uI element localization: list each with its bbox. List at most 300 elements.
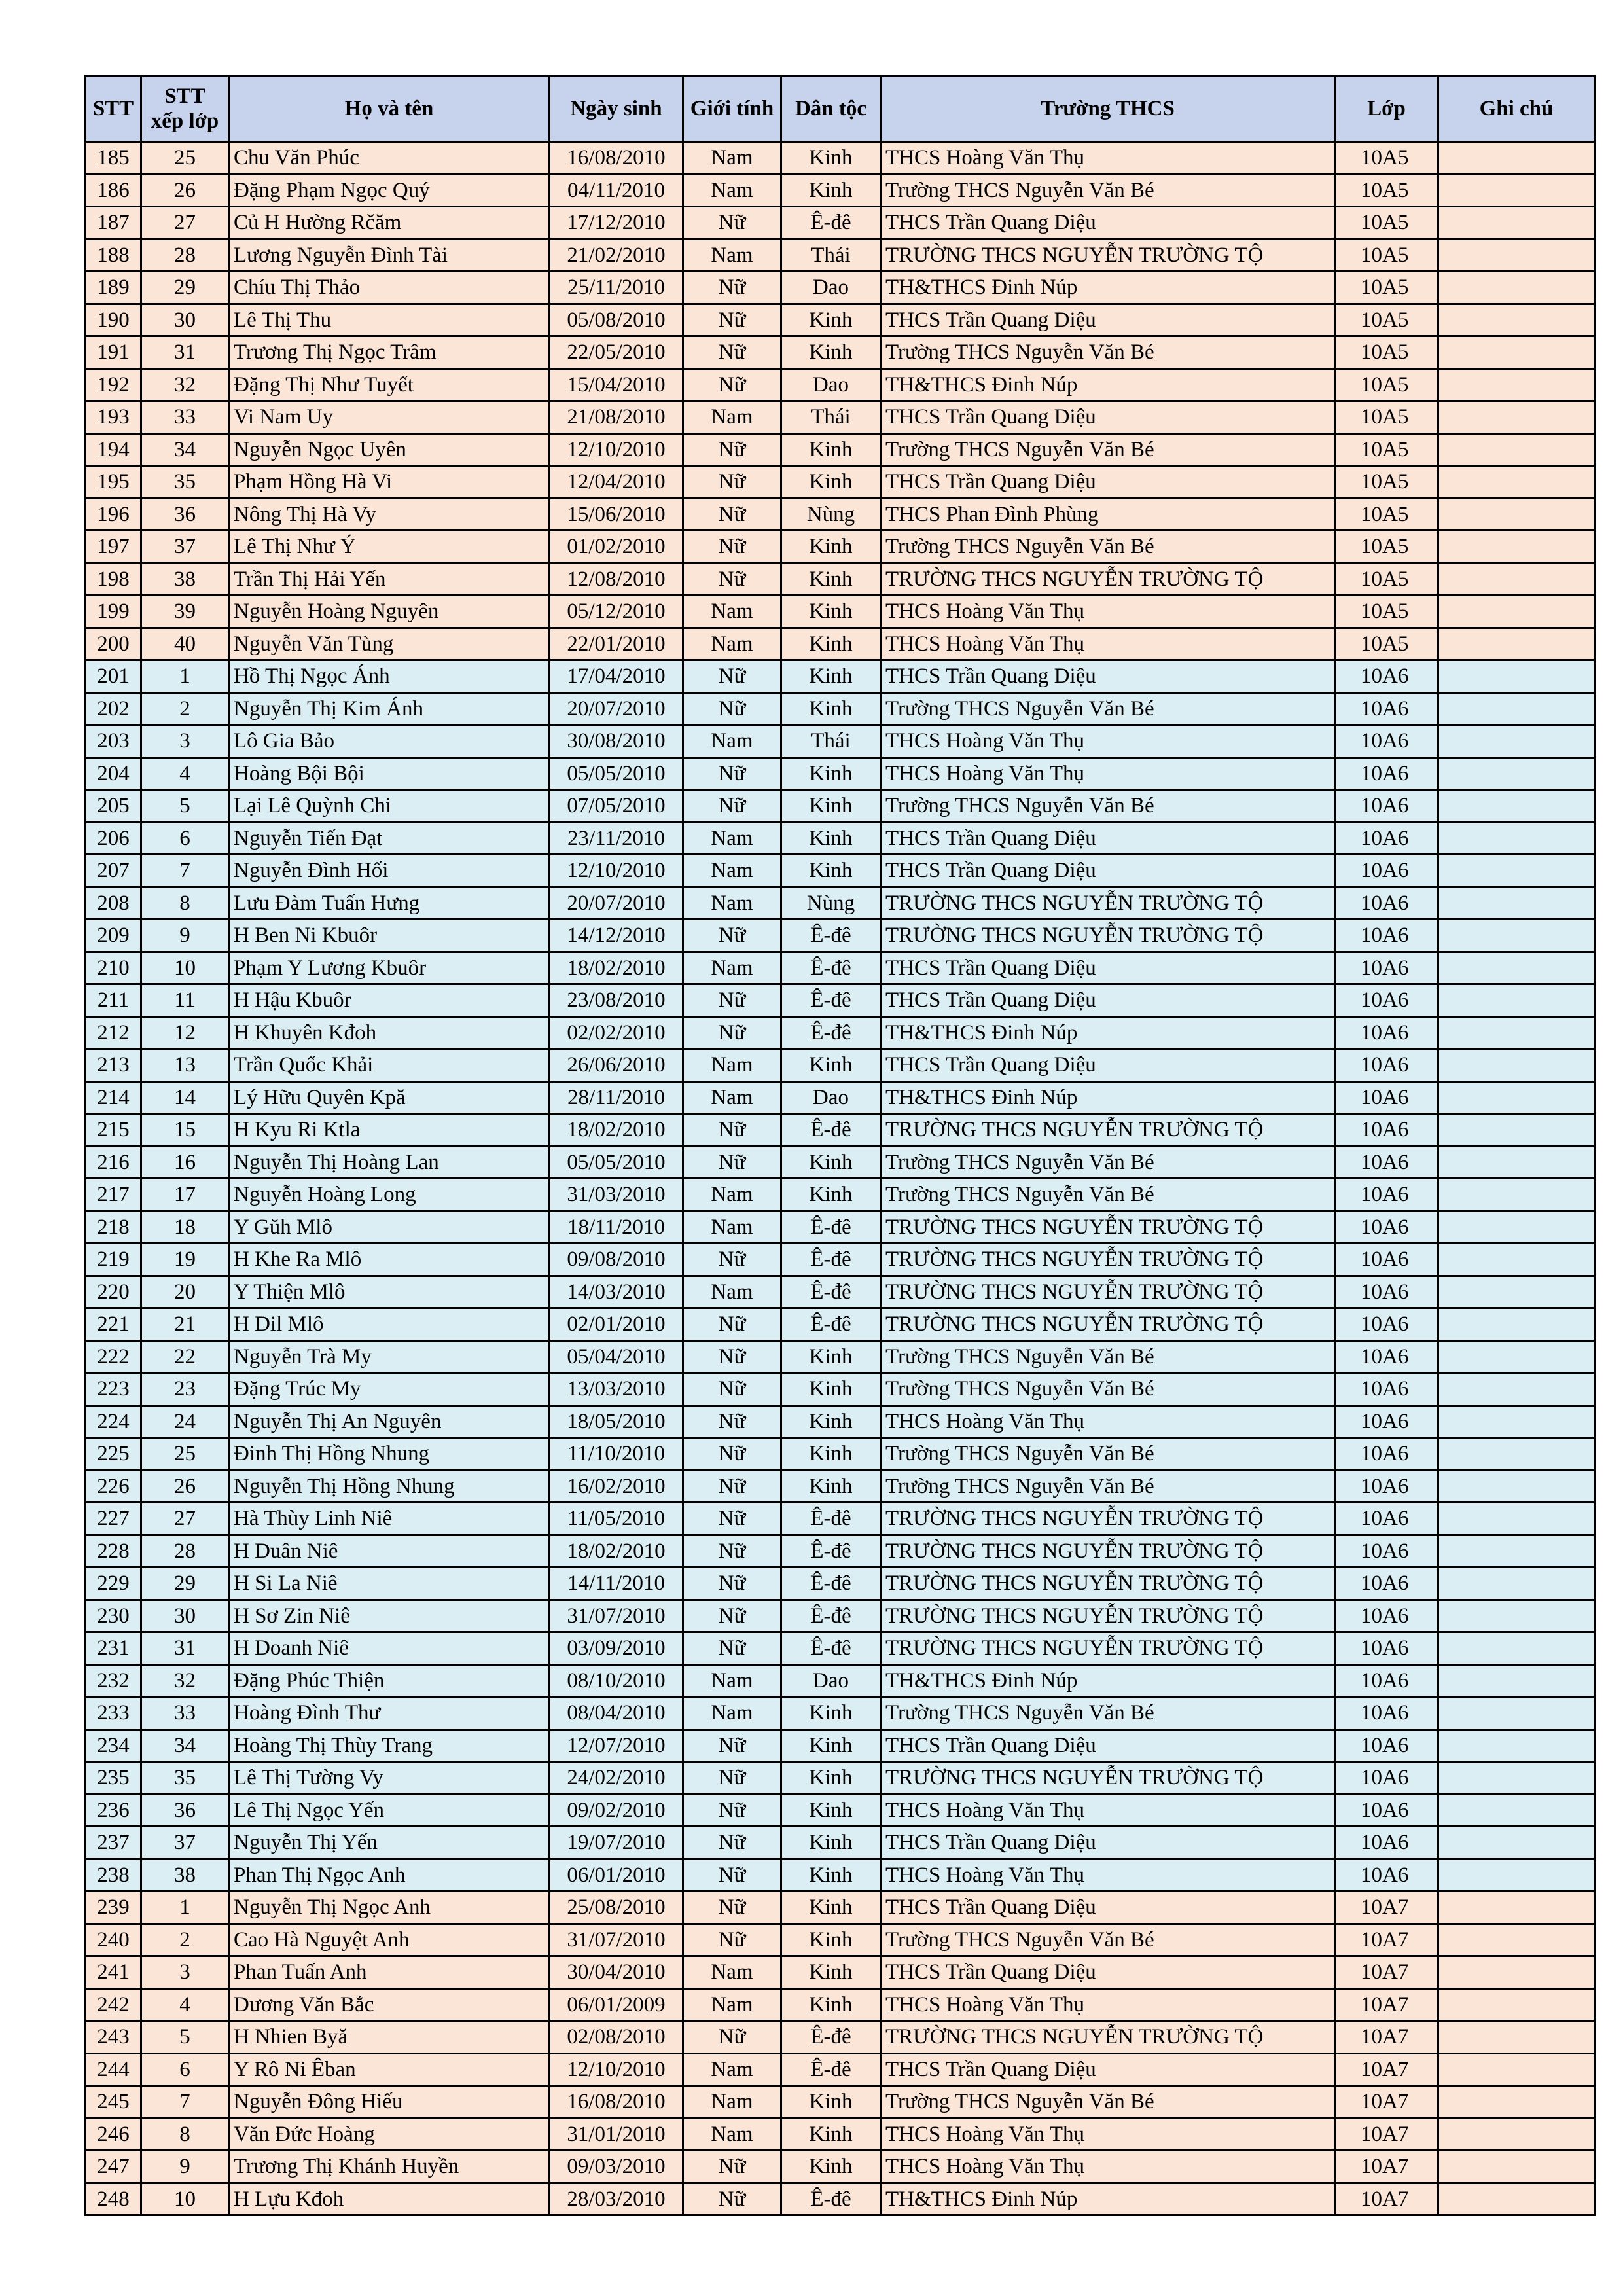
cell-ngay-sinh: 18/11/2010 bbox=[550, 1211, 683, 1244]
cell-stt: 219 bbox=[86, 1244, 141, 1276]
cell-ho-va-ten: H Hậu Kbuôr bbox=[229, 984, 550, 1017]
cell-ho-va-ten: Nguyễn Thị Hoàng Lan bbox=[229, 1146, 550, 1179]
cell-ngay-sinh: 06/01/2009 bbox=[550, 1988, 683, 2021]
cell-dan-toc: Kinh bbox=[781, 2118, 881, 2151]
cell-ngay-sinh: 18/02/2010 bbox=[550, 1114, 683, 1147]
cell-stt-xep-lop: 33 bbox=[141, 401, 229, 434]
cell-lop: 10A6 bbox=[1335, 1503, 1438, 1535]
cell-stt-xep-lop: 19 bbox=[141, 1244, 229, 1276]
table-row bbox=[86, 725, 1595, 758]
cell-stt: 196 bbox=[86, 498, 141, 531]
cell-ghi-chu bbox=[1438, 1729, 1595, 1762]
cell-stt-xep-lop: 30 bbox=[141, 304, 229, 336]
cell-ho-va-ten: Trần Quốc Khải bbox=[229, 1049, 550, 1082]
cell-ho-va-ten: Trần Thị Hải Yến bbox=[229, 563, 550, 596]
table-row bbox=[86, 1956, 1595, 1989]
cell-gioi-tinh: Nữ bbox=[683, 1924, 781, 1956]
cell-dan-toc: Kinh bbox=[781, 1697, 881, 1730]
cell-truong-thcs: THCS Hoàng Văn Thụ bbox=[881, 628, 1335, 660]
table-row bbox=[86, 628, 1595, 660]
cell-ho-va-ten: Trương Thị Khánh Huyền bbox=[229, 2151, 550, 2183]
cell-ghi-chu bbox=[1438, 239, 1595, 272]
cell-lop: 10A6 bbox=[1335, 1373, 1438, 1406]
cell-dan-toc: Ê-đê bbox=[781, 1568, 881, 1600]
cell-stt: 237 bbox=[86, 1827, 141, 1859]
cell-truong-thcs: THCS Trần Quang Diệu bbox=[881, 207, 1335, 240]
cell-ngay-sinh: 31/07/2010 bbox=[550, 1600, 683, 1632]
cell-ngay-sinh: 14/03/2010 bbox=[550, 1276, 683, 1308]
cell-ghi-chu bbox=[1438, 1794, 1595, 1827]
cell-dan-toc: Kinh bbox=[781, 822, 881, 855]
header-stt: STT bbox=[86, 76, 141, 142]
cell-truong-thcs: THCS Hoàng Văn Thụ bbox=[881, 1405, 1335, 1438]
cell-stt-xep-lop: 28 bbox=[141, 239, 229, 272]
cell-ngay-sinh: 09/08/2010 bbox=[550, 1244, 683, 1276]
cell-gioi-tinh: Nữ bbox=[683, 1859, 781, 1892]
cell-lop: 10A6 bbox=[1335, 1568, 1438, 1600]
cell-stt-xep-lop: 6 bbox=[141, 822, 229, 855]
cell-stt: 199 bbox=[86, 596, 141, 628]
cell-lop: 10A6 bbox=[1335, 1016, 1438, 1049]
cell-ho-va-ten: Cao Hà Nguyệt Anh bbox=[229, 1924, 550, 1956]
cell-stt-xep-lop: 5 bbox=[141, 790, 229, 823]
cell-ghi-chu bbox=[1438, 563, 1595, 596]
cell-ngay-sinh: 09/02/2010 bbox=[550, 1794, 683, 1827]
cell-truong-thcs: THCS Hoàng Văn Thụ bbox=[881, 1794, 1335, 1827]
cell-ho-va-ten: Hoàng Đình Thư bbox=[229, 1697, 550, 1730]
cell-stt: 248 bbox=[86, 2183, 141, 2215]
table-row bbox=[86, 1016, 1595, 1049]
cell-lop: 10A6 bbox=[1335, 1081, 1438, 1114]
cell-stt: 223 bbox=[86, 1373, 141, 1406]
cell-gioi-tinh: Nam bbox=[683, 887, 781, 920]
cell-lop: 10A6 bbox=[1335, 1600, 1438, 1632]
cell-ho-va-ten: Đặng Trúc My bbox=[229, 1373, 550, 1406]
cell-stt-xep-lop: 38 bbox=[141, 563, 229, 596]
cell-lop: 10A6 bbox=[1335, 1762, 1438, 1795]
cell-stt-xep-lop: 34 bbox=[141, 433, 229, 466]
cell-stt-xep-lop: 2 bbox=[141, 692, 229, 725]
cell-stt: 185 bbox=[86, 142, 141, 175]
cell-dan-toc: Kinh bbox=[781, 304, 881, 336]
cell-truong-thcs: Trường THCS Nguyễn Văn Bé bbox=[881, 692, 1335, 725]
cell-lop: 10A6 bbox=[1335, 757, 1438, 790]
cell-lop: 10A6 bbox=[1335, 1211, 1438, 1244]
cell-truong-thcs: TRƯỜNG THCS NGUYỄN TRƯỜNG TỘ bbox=[881, 1114, 1335, 1147]
header-lop: Lớp bbox=[1335, 76, 1438, 142]
cell-dan-toc: Ê-đê bbox=[781, 1114, 881, 1147]
cell-ho-va-ten: Đặng Phạm Ngọc Quý bbox=[229, 174, 550, 207]
cell-ghi-chu bbox=[1438, 2183, 1595, 2215]
cell-ngay-sinh: 23/11/2010 bbox=[550, 822, 683, 855]
cell-ngay-sinh: 07/05/2010 bbox=[550, 790, 683, 823]
cell-ngay-sinh: 31/07/2010 bbox=[550, 1924, 683, 1956]
table-row bbox=[86, 1503, 1595, 1535]
cell-gioi-tinh: Nữ bbox=[683, 1568, 781, 1600]
cell-gioi-tinh: Nữ bbox=[683, 2021, 781, 2054]
cell-ngay-sinh: 26/06/2010 bbox=[550, 1049, 683, 1082]
cell-gioi-tinh: Nữ bbox=[683, 531, 781, 564]
cell-stt: 204 bbox=[86, 757, 141, 790]
cell-truong-thcs: TRƯỜNG THCS NGUYỄN TRƯỜNG TỘ bbox=[881, 563, 1335, 596]
cell-dan-toc: Kinh bbox=[781, 1827, 881, 1859]
cell-dan-toc: Ê-đê bbox=[781, 1600, 881, 1632]
table-row bbox=[86, 1146, 1595, 1179]
cell-stt-xep-lop: 40 bbox=[141, 628, 229, 660]
cell-truong-thcs: Trường THCS Nguyễn Văn Bé bbox=[881, 1373, 1335, 1406]
cell-truong-thcs: TRƯỜNG THCS NGUYỄN TRƯỜNG TỘ bbox=[881, 920, 1335, 952]
cell-ngay-sinh: 14/11/2010 bbox=[550, 1568, 683, 1600]
cell-lop: 10A7 bbox=[1335, 2151, 1438, 2183]
cell-dan-toc: Kinh bbox=[781, 433, 881, 466]
cell-truong-thcs: THCS Hoàng Văn Thụ bbox=[881, 2151, 1335, 2183]
cell-ngay-sinh: 20/07/2010 bbox=[550, 692, 683, 725]
cell-dan-toc: Kinh bbox=[781, 692, 881, 725]
cell-ngay-sinh: 21/02/2010 bbox=[550, 239, 683, 272]
cell-dan-toc: Nùng bbox=[781, 887, 881, 920]
cell-dan-toc: Dao bbox=[781, 1081, 881, 1114]
cell-stt-xep-lop: 34 bbox=[141, 1729, 229, 1762]
cell-ghi-chu bbox=[1438, 142, 1595, 175]
cell-truong-thcs: TRƯỜNG THCS NGUYỄN TRƯỜNG TỘ bbox=[881, 1535, 1335, 1568]
table-row bbox=[86, 2021, 1595, 2054]
table-row bbox=[86, 1244, 1595, 1276]
cell-dan-toc: Ê-đê bbox=[781, 2021, 881, 2054]
cell-lop: 10A5 bbox=[1335, 336, 1438, 369]
cell-dan-toc: Thái bbox=[781, 401, 881, 434]
cell-dan-toc: Kinh bbox=[781, 1859, 881, 1892]
cell-gioi-tinh: Nữ bbox=[683, 272, 781, 304]
cell-ho-va-ten: Nguyễn Thị An Nguyên bbox=[229, 1405, 550, 1438]
cell-stt: 246 bbox=[86, 2118, 141, 2151]
cell-stt: 198 bbox=[86, 563, 141, 596]
cell-gioi-tinh: Nữ bbox=[683, 336, 781, 369]
cell-dan-toc: Kinh bbox=[781, 1405, 881, 1438]
table-row bbox=[86, 1276, 1595, 1308]
cell-gioi-tinh: Nữ bbox=[683, 1535, 781, 1568]
cell-truong-thcs: THCS Hoàng Văn Thụ bbox=[881, 1859, 1335, 1892]
header-ngay-sinh: Ngày sinh bbox=[550, 76, 683, 142]
cell-lop: 10A5 bbox=[1335, 304, 1438, 336]
cell-gioi-tinh: Nữ bbox=[683, 1114, 781, 1147]
cell-stt-xep-lop: 29 bbox=[141, 1568, 229, 1600]
cell-lop: 10A5 bbox=[1335, 272, 1438, 304]
cell-dan-toc: Dao bbox=[781, 368, 881, 401]
cell-ho-va-ten: Lê Thị Như Ý bbox=[229, 531, 550, 564]
cell-stt-xep-lop: 8 bbox=[141, 887, 229, 920]
table-row bbox=[86, 1179, 1595, 1211]
cell-gioi-tinh: Nam bbox=[683, 725, 781, 758]
cell-stt: 197 bbox=[86, 531, 141, 564]
cell-ngay-sinh: 30/04/2010 bbox=[550, 1956, 683, 1989]
cell-lop: 10A6 bbox=[1335, 1632, 1438, 1665]
cell-truong-thcs: THCS Trần Quang Diệu bbox=[881, 1729, 1335, 1762]
cell-ngay-sinh: 22/05/2010 bbox=[550, 336, 683, 369]
cell-dan-toc: Kinh bbox=[781, 628, 881, 660]
cell-ghi-chu bbox=[1438, 1924, 1595, 1956]
table-row bbox=[86, 1632, 1595, 1665]
cell-dan-toc: Kinh bbox=[781, 1794, 881, 1827]
cell-stt: 187 bbox=[86, 207, 141, 240]
cell-dan-toc: Kinh bbox=[781, 142, 881, 175]
cell-stt: 231 bbox=[86, 1632, 141, 1665]
cell-ho-va-ten: H Dil Mlô bbox=[229, 1308, 550, 1341]
table-row bbox=[86, 757, 1595, 790]
cell-dan-toc: Kinh bbox=[781, 1729, 881, 1762]
cell-lop: 10A7 bbox=[1335, 2021, 1438, 2054]
cell-truong-thcs: Trường THCS Nguyễn Văn Bé bbox=[881, 1340, 1335, 1373]
cell-ho-va-ten: Nguyễn Đông Hiếu bbox=[229, 2086, 550, 2119]
cell-lop: 10A5 bbox=[1335, 207, 1438, 240]
cell-ghi-chu bbox=[1438, 1146, 1595, 1179]
cell-gioi-tinh: Nam bbox=[683, 1211, 781, 1244]
cell-ngay-sinh: 22/01/2010 bbox=[550, 628, 683, 660]
cell-ngay-sinh: 15/06/2010 bbox=[550, 498, 683, 531]
table-row bbox=[86, 401, 1595, 434]
cell-lop: 10A7 bbox=[1335, 2086, 1438, 2119]
cell-stt-xep-lop: 35 bbox=[141, 1762, 229, 1795]
cell-dan-toc: Kinh bbox=[781, 2151, 881, 2183]
table-row bbox=[86, 531, 1595, 564]
cell-gioi-tinh: Nam bbox=[683, 1664, 781, 1697]
cell-dan-toc: Nùng bbox=[781, 498, 881, 531]
cell-dan-toc: Kinh bbox=[781, 563, 881, 596]
cell-ngay-sinh: 12/10/2010 bbox=[550, 855, 683, 888]
cell-truong-thcs: TRƯỜNG THCS NGUYỄN TRƯỜNG TỘ bbox=[881, 1211, 1335, 1244]
cell-ho-va-ten: Đặng Phúc Thiện bbox=[229, 1664, 550, 1697]
table-row bbox=[86, 368, 1595, 401]
cell-truong-thcs: Trường THCS Nguyễn Văn Bé bbox=[881, 336, 1335, 369]
cell-lop: 10A6 bbox=[1335, 1340, 1438, 1373]
cell-ho-va-ten: H Duân Niê bbox=[229, 1535, 550, 1568]
cell-gioi-tinh: Nữ bbox=[683, 1762, 781, 1795]
cell-stt: 206 bbox=[86, 822, 141, 855]
cell-stt: 241 bbox=[86, 1956, 141, 1989]
cell-stt: 210 bbox=[86, 952, 141, 984]
cell-gioi-tinh: Nữ bbox=[683, 1308, 781, 1341]
cell-ngay-sinh: 05/12/2010 bbox=[550, 596, 683, 628]
cell-ho-va-ten: Nguyễn Thị Ngọc Anh bbox=[229, 1892, 550, 1924]
cell-ho-va-ten: Y Gŭh Mlô bbox=[229, 1211, 550, 1244]
cell-stt-xep-lop: 29 bbox=[141, 272, 229, 304]
table-row bbox=[86, 822, 1595, 855]
table-row bbox=[86, 1729, 1595, 1762]
cell-gioi-tinh: Nam bbox=[683, 628, 781, 660]
cell-lop: 10A6 bbox=[1335, 1827, 1438, 1859]
cell-stt-xep-lop: 32 bbox=[141, 1664, 229, 1697]
cell-lop: 10A7 bbox=[1335, 2053, 1438, 2086]
cell-ghi-chu bbox=[1438, 2118, 1595, 2151]
header-row bbox=[86, 76, 1595, 142]
cell-lop: 10A6 bbox=[1335, 1244, 1438, 1276]
table-header bbox=[86, 76, 1595, 142]
cell-stt-xep-lop: 27 bbox=[141, 1503, 229, 1535]
table-body bbox=[86, 142, 1595, 2215]
cell-gioi-tinh: Nam bbox=[683, 822, 781, 855]
cell-gioi-tinh: Nữ bbox=[683, 1373, 781, 1406]
table-row bbox=[86, 1697, 1595, 1730]
cell-ghi-chu bbox=[1438, 790, 1595, 823]
cell-ghi-chu bbox=[1438, 2151, 1595, 2183]
cell-stt-xep-lop: 6 bbox=[141, 2053, 229, 2086]
cell-dan-toc: Ê-đê bbox=[781, 1308, 881, 1341]
student-list-table bbox=[84, 75, 1596, 2216]
table-row bbox=[86, 790, 1595, 823]
table-row bbox=[86, 563, 1595, 596]
cell-stt: 242 bbox=[86, 1988, 141, 2021]
table-row bbox=[86, 336, 1595, 369]
cell-gioi-tinh: Nữ bbox=[683, 790, 781, 823]
cell-lop: 10A6 bbox=[1335, 920, 1438, 952]
cell-gioi-tinh: Nữ bbox=[683, 1470, 781, 1503]
cell-stt-xep-lop: 23 bbox=[141, 1373, 229, 1406]
cell-ghi-chu bbox=[1438, 498, 1595, 531]
cell-gioi-tinh: Nam bbox=[683, 1956, 781, 1989]
cell-ho-va-ten: Hồ Thị Ngọc Ánh bbox=[229, 660, 550, 693]
cell-ho-va-ten: Nguyễn Ngọc Uyên bbox=[229, 433, 550, 466]
cell-stt: 234 bbox=[86, 1729, 141, 1762]
cell-stt-xep-lop: 37 bbox=[141, 531, 229, 564]
cell-gioi-tinh: Nữ bbox=[683, 1827, 781, 1859]
cell-gioi-tinh: Nam bbox=[683, 1179, 781, 1211]
cell-gioi-tinh: Nam bbox=[683, 596, 781, 628]
cell-lop: 10A7 bbox=[1335, 1924, 1438, 1956]
cell-lop: 10A6 bbox=[1335, 1114, 1438, 1147]
cell-stt-xep-lop: 10 bbox=[141, 952, 229, 984]
cell-dan-toc: Thái bbox=[781, 725, 881, 758]
cell-stt-xep-lop: 15 bbox=[141, 1114, 229, 1147]
cell-lop: 10A7 bbox=[1335, 1988, 1438, 2021]
cell-truong-thcs: TRƯỜNG THCS NGUYỄN TRƯỜNG TỘ bbox=[881, 887, 1335, 920]
cell-truong-thcs: THCS Hoàng Văn Thụ bbox=[881, 757, 1335, 790]
cell-stt: 188 bbox=[86, 239, 141, 272]
cell-stt-xep-lop: 11 bbox=[141, 984, 229, 1017]
cell-gioi-tinh: Nam bbox=[683, 2053, 781, 2086]
cell-gioi-tinh: Nam bbox=[683, 1049, 781, 1082]
cell-ho-va-ten: Nguyễn Thị Yến bbox=[229, 1827, 550, 1859]
cell-dan-toc: Kinh bbox=[781, 1179, 881, 1211]
cell-dan-toc: Dao bbox=[781, 1664, 881, 1697]
cell-ghi-chu bbox=[1438, 984, 1595, 1017]
cell-ngay-sinh: 28/03/2010 bbox=[550, 2183, 683, 2215]
cell-lop: 10A6 bbox=[1335, 984, 1438, 1017]
cell-ghi-chu bbox=[1438, 1600, 1595, 1632]
cell-ho-va-ten: Phạm Y Lương Kbuôr bbox=[229, 952, 550, 984]
cell-lop: 10A5 bbox=[1335, 174, 1438, 207]
cell-lop: 10A7 bbox=[1335, 2118, 1438, 2151]
cell-truong-thcs: TRƯỜNG THCS NGUYỄN TRƯỜNG TỘ bbox=[881, 1244, 1335, 1276]
cell-ho-va-ten: Lê Thị Ngọc Yến bbox=[229, 1794, 550, 1827]
cell-lop: 10A7 bbox=[1335, 2183, 1438, 2215]
table-row bbox=[86, 1049, 1595, 1082]
cell-lop: 10A6 bbox=[1335, 1308, 1438, 1341]
cell-ngay-sinh: 23/08/2010 bbox=[550, 984, 683, 1017]
table-row bbox=[86, 2053, 1595, 2086]
cell-truong-thcs: THCS Trần Quang Diệu bbox=[881, 1892, 1335, 1924]
cell-gioi-tinh: Nữ bbox=[683, 304, 781, 336]
cell-stt: 245 bbox=[86, 2086, 141, 2119]
cell-ho-va-ten: Y Thiện Mlô bbox=[229, 1276, 550, 1308]
cell-stt: 202 bbox=[86, 692, 141, 725]
cell-truong-thcs: THCS Trần Quang Diệu bbox=[881, 401, 1335, 434]
cell-gioi-tinh: Nữ bbox=[683, 1729, 781, 1762]
cell-stt-xep-lop: 28 bbox=[141, 1535, 229, 1568]
cell-truong-thcs: TRƯỜNG THCS NGUYỄN TRƯỜNG TỘ bbox=[881, 1503, 1335, 1535]
table-row bbox=[86, 466, 1595, 499]
table-row bbox=[86, 1470, 1595, 1503]
cell-dan-toc: Ê-đê bbox=[781, 920, 881, 952]
table-row bbox=[86, 1827, 1595, 1859]
cell-ho-va-ten: Lý Hữu Quyên Kpă bbox=[229, 1081, 550, 1114]
cell-lop: 10A6 bbox=[1335, 1276, 1438, 1308]
cell-ngay-sinh: 15/04/2010 bbox=[550, 368, 683, 401]
cell-dan-toc: Kinh bbox=[781, 1924, 881, 1956]
cell-lop: 10A6 bbox=[1335, 1438, 1438, 1471]
table-row bbox=[86, 1438, 1595, 1471]
cell-gioi-tinh: Nữ bbox=[683, 1892, 781, 1924]
cell-ho-va-ten: Hoàng Bội Bội bbox=[229, 757, 550, 790]
cell-dan-toc: Ê-đê bbox=[781, 2183, 881, 2215]
cell-truong-thcs: THCS Trần Quang Diệu bbox=[881, 660, 1335, 693]
cell-ghi-chu bbox=[1438, 1988, 1595, 2021]
cell-gioi-tinh: Nữ bbox=[683, 1503, 781, 1535]
cell-stt-xep-lop: 13 bbox=[141, 1049, 229, 1082]
cell-ghi-chu bbox=[1438, 920, 1595, 952]
cell-stt-xep-lop: 36 bbox=[141, 1794, 229, 1827]
cell-ngay-sinh: 31/03/2010 bbox=[550, 1179, 683, 1211]
cell-truong-thcs: THCS Trần Quang Diệu bbox=[881, 984, 1335, 1017]
cell-ho-va-ten: Chíu Thị Thảo bbox=[229, 272, 550, 304]
header-gioi-tinh: Giới tính bbox=[683, 76, 781, 142]
cell-ngay-sinh: 12/10/2010 bbox=[550, 433, 683, 466]
cell-ngay-sinh: 25/08/2010 bbox=[550, 1892, 683, 1924]
cell-ho-va-ten: H Doanh Niê bbox=[229, 1632, 550, 1665]
cell-dan-toc: Kinh bbox=[781, 855, 881, 888]
cell-ghi-chu bbox=[1438, 1664, 1595, 1697]
cell-truong-thcs: TRƯỜNG THCS NGUYỄN TRƯỜNG TỘ bbox=[881, 1276, 1335, 1308]
cell-ghi-chu bbox=[1438, 1956, 1595, 1989]
cell-ngay-sinh: 01/02/2010 bbox=[550, 531, 683, 564]
cell-dan-toc: Ê-đê bbox=[781, 1211, 881, 1244]
table-row bbox=[86, 1114, 1595, 1147]
cell-stt: 201 bbox=[86, 660, 141, 693]
cell-gioi-tinh: Nam bbox=[683, 2118, 781, 2151]
cell-ghi-chu bbox=[1438, 660, 1595, 693]
header-truong-thcs: Trường THCS bbox=[881, 76, 1335, 142]
cell-truong-thcs: THCS Phan Đình Phùng bbox=[881, 498, 1335, 531]
cell-lop: 10A6 bbox=[1335, 725, 1438, 758]
cell-gioi-tinh: Nữ bbox=[683, 466, 781, 499]
cell-truong-thcs: THCS Hoàng Văn Thụ bbox=[881, 596, 1335, 628]
cell-truong-thcs: Trường THCS Nguyễn Văn Bé bbox=[881, 174, 1335, 207]
cell-stt-xep-lop: 26 bbox=[141, 174, 229, 207]
cell-ngay-sinh: 31/01/2010 bbox=[550, 2118, 683, 2151]
cell-dan-toc: Kinh bbox=[781, 596, 881, 628]
cell-ghi-chu bbox=[1438, 1568, 1595, 1600]
cell-gioi-tinh: Nam bbox=[683, 401, 781, 434]
cell-ho-va-ten: Lê Thị Tường Vy bbox=[229, 1762, 550, 1795]
cell-gioi-tinh: Nữ bbox=[683, 984, 781, 1017]
cell-lop: 10A5 bbox=[1335, 401, 1438, 434]
table-row bbox=[86, 952, 1595, 984]
cell-stt: 213 bbox=[86, 1049, 141, 1082]
cell-ho-va-ten: Đặng Thị Như Tuyết bbox=[229, 368, 550, 401]
cell-dan-toc: Kinh bbox=[781, 1956, 881, 1989]
cell-ho-va-ten: Củ H Hường Rčăm bbox=[229, 207, 550, 240]
cell-stt: 240 bbox=[86, 1924, 141, 1956]
table-row bbox=[86, 1211, 1595, 1244]
cell-gioi-tinh: Nữ bbox=[683, 498, 781, 531]
